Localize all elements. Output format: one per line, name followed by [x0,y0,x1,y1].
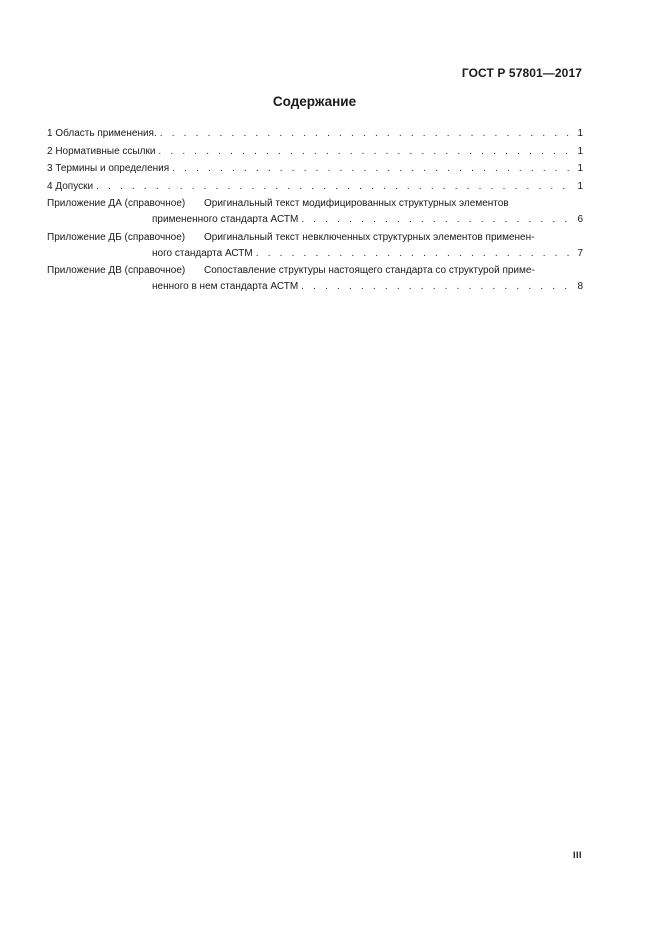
toc-appendix-title-line1: Оригинальный текст модифицированных структурных элементов [204,198,509,209]
toc-appendix-line [47,262,583,280]
toc-entry-normative-references[interactable] [47,143,583,161]
toc-appendix-title-line1: Сопоставление структуры настоящего стандарта со структурой приме- [204,265,535,276]
toc-entry-page: 1 [577,128,583,139]
toc-appendix-label: Приложение ДВ (справочное) [47,265,186,276]
toc-entry-label: 2 Нормативные ссылки [47,145,156,157]
standard-code-header: ГОСТ Р 57801—2017 [461,66,582,80]
toc-entry-page: 1 [577,145,583,157]
toc-appendix-title-line2: ненного в нем стандарта АСТМ [152,281,299,292]
dot-leader [160,125,574,142]
page-number: III [572,850,582,860]
dot-leader [158,143,574,160]
dot-leader [301,278,574,295]
table-of-contents [47,125,583,296]
toc-entry-page: 6 [577,214,583,225]
dot-leader [256,245,574,262]
toc-entry-scope[interactable] [47,125,583,143]
toc-entry-terms-definitions[interactable] [47,160,583,178]
toc-entry-tolerances[interactable] [47,178,583,196]
toc-title: Содержание [272,94,357,109]
toc-entry-page: 1 [577,180,583,192]
toc-entry-page: 7 [577,247,583,259]
toc-appendix-title-line2: ного стандарта АСТМ [152,247,253,259]
toc-appendix-da[interactable] [47,195,583,229]
dot-leader [172,160,574,177]
dot-leader [96,178,574,195]
toc-entry-page: 1 [577,163,583,174]
dot-leader [301,211,574,228]
toc-appendix-title-line2: примененного стандарта АСТМ [152,214,299,225]
toc-appendix-label: Приложение ДА (справочное) [47,198,186,209]
toc-entry-page: 8 [577,281,583,292]
toc-appendix-line [47,278,583,296]
toc-entry-label: 3 Термины и определения [47,163,170,174]
toc-appendix-db[interactable] [47,229,583,263]
toc-appendix-title-line1: Оригинальный текст невключенных структурных элементов применен- [204,231,535,243]
toc-appendix-line [47,211,583,229]
toc-entry-label: 4 Допуски [47,180,94,192]
toc-appendix-line [47,245,583,263]
toc-appendix-dv[interactable] [47,262,583,296]
toc-appendix-line [47,195,583,213]
toc-entry-label: 1 Область применения. [47,128,157,139]
toc-appendix-label: Приложение ДБ (справочное) [47,231,186,243]
toc-appendix-line [47,229,583,247]
